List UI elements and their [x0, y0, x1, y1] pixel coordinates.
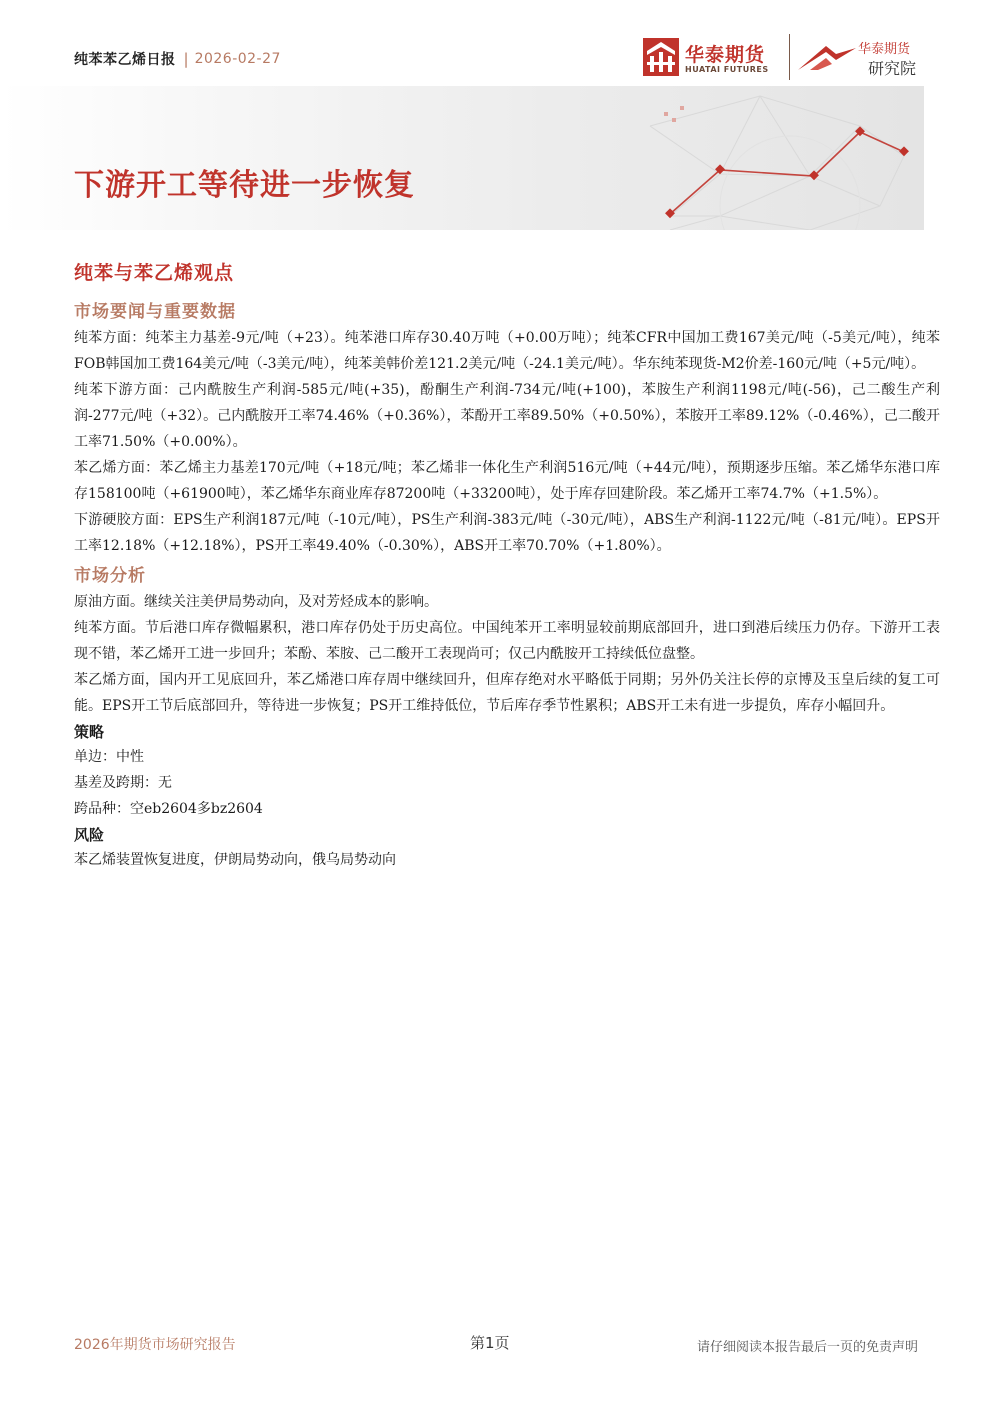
report-name: 纯苯苯乙烯日报 [74, 52, 176, 68]
research-brand: 华泰期货 [858, 42, 911, 57]
header-separator: | [183, 50, 189, 68]
title-banner [0, 86, 924, 230]
analysis-paragraph: 苯乙烯方面，国内开工见底回升，苯乙烯港口库存周中继续回升，但库存绝对水平略低于同期；另外仍关注长停的京博及玉皇后续的复工可能。EPS开工节后底部回升，等待进一步恢复；PS开工维持低位，节后库存季节性累积；ABS开工未有进一步提负，库存小幅回升。 [74, 672, 940, 714]
section-title: 纯苯与苯乙烯观点 [74, 262, 235, 284]
logo-divider [789, 34, 790, 80]
page-title: 下游开工等待进一步恢复 [74, 168, 415, 203]
strategy-item: 单边：中性 [74, 749, 144, 765]
news-paragraph: 下游硬胶方面：EPS生产利润187元/吨（-10元/吨），PS生产利润-383元/吨（-30元/吨），ABS生产利润-1122元/吨（-81元/吨）。EPS开工率12.18%（+12.18%），PS开工率49.40%（-0.30%），ABS开工率70.70%（+1.80%）。 [74, 512, 940, 554]
news-paragraph: 苯乙烯方面：苯乙烯主力基差170元/吨（+18元/吨；苯乙烯非一体化生产利润516元/吨（+44元/吨），预期逐步压缩。苯乙烯华东港口库存158100吨（+61900吨），苯乙烯华东商业库存87200吨（+33200吨），处于库存回建阶段。苯乙烯开工率74.7%（+1.5%）。 [74, 460, 940, 502]
analysis-paragraph: 纯苯方面。节后港口库存微幅累积，港口库存仍处于历史高位。中国纯苯开工率明显较前期底部回升，进口到港后续压力仍存。下游开工表现不错，苯乙烯开工进一步回升；苯酚、苯胺、己二酸开工表现尚可；仅己内酰胺开工持续低位盘整。 [74, 620, 940, 662]
research-name: 研究院 [868, 59, 917, 78]
research-logo-icon [796, 40, 858, 74]
news-heading: 市场要闻与重要数据 [74, 302, 236, 322]
report-date: 2026-02-27 [194, 51, 281, 67]
report-body [74, 258, 940, 873]
footer-report-label: 2026年期货市场研究报告 [74, 1337, 236, 1353]
disclaimer-note: 请仔细阅读本报告最后一页的免责声明 [696, 1340, 918, 1355]
page-footer [74, 1330, 918, 1360]
news-paragraph: 纯苯方面：纯苯主力基差-9元/吨（+23）。纯苯港口库存30.40万吨（+0.00万吨）；纯苯CFR中国加工费167美元/吨（-5美元/吨），纯苯FOB韩国加工费164美元/吨（-3美元/吨），纯苯美韩价差121.2美元/吨（-24.1美元/吨）。华东纯苯现货-M2价差-160元/吨（+5元/吨）。 [74, 330, 940, 372]
analysis-heading: 市场分析 [74, 566, 146, 586]
strategy-heading: 策略 [74, 723, 105, 741]
huatai-futures-logo [643, 36, 783, 80]
risk-heading: 风险 [74, 826, 105, 844]
logo-english-name: HUATAI FUTURES [685, 65, 769, 74]
strategy-item: 基差及跨期：无 [74, 775, 172, 791]
page-number: 第1页 [470, 1334, 510, 1352]
research-institute-logo [796, 36, 926, 80]
report-header [74, 44, 281, 74]
risk-text: 苯乙烯装置恢复进度，伊朗局势动向，俄乌局势动向 [74, 852, 396, 868]
huatai-logo-icon [643, 38, 679, 76]
logo-chinese-name: 华泰期货 [685, 44, 766, 66]
strategy-item: 跨品种：空eb2604多bz2604 [74, 801, 263, 817]
analysis-paragraph: 原油方面。继续关注美伊局势动向，及对芳烃成本的影响。 [74, 594, 438, 610]
network-graphic-icon [560, 86, 924, 230]
news-paragraph: 纯苯下游方面：己内酰胺生产利润-585元/吨(+35)，酚酮生产利润-734元/吨(+100)，苯胺生产利润1198元/吨(-56)，己二酸生产利润-277元/吨（+32）。己内酰胺开工率74.46%（+0.36%），苯酚开工率89.50%（+0.50%），苯胺开工率89.12%（-0.46%），己二酸开工率71.50%（+0.00%）。 [74, 382, 940, 450]
